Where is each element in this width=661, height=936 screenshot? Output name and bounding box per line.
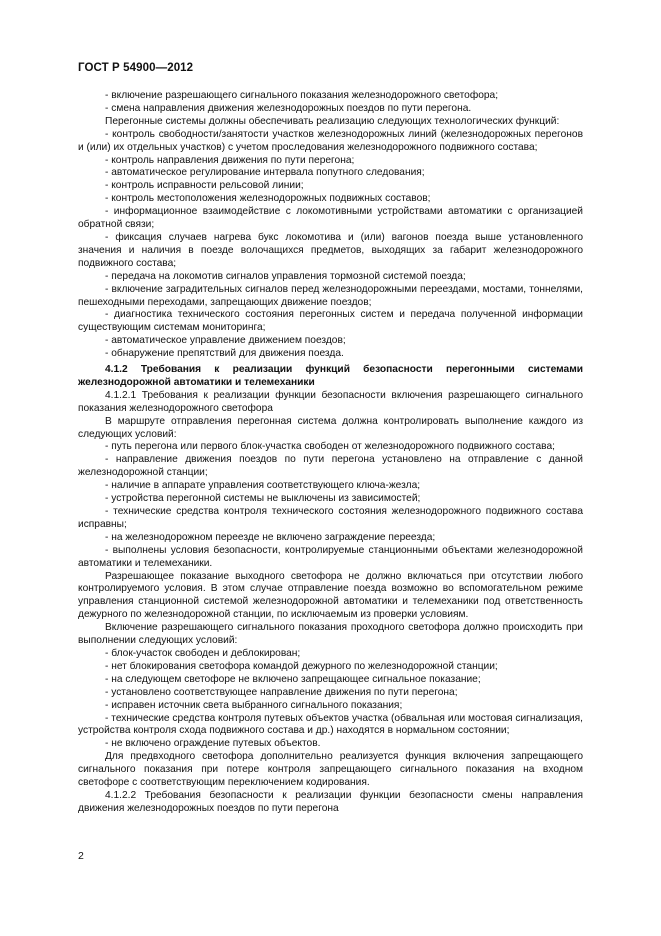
document-header: ГОСТ Р 54900—2012 bbox=[78, 62, 194, 74]
paragraph: - направление движения поездов по пути перегона установлено на отправление с данной железнодорожной станции; bbox=[78, 454, 583, 479]
paragraph: - наличие в аппарате управления соответствующего ключа-жезла; bbox=[105, 480, 421, 492]
paragraph: - на железнодорожном переезде не включено заграждение переезда; bbox=[105, 531, 436, 543]
paragraph: - автоматическое управление движением поездов; bbox=[105, 335, 346, 347]
paragraph: - блок-участок свободен и деблокирован; bbox=[105, 647, 301, 659]
paragraph: - выполнены условия безопасности, контролируемые станционными объектами железнодорожной автоматики и телемеханики. bbox=[78, 544, 583, 569]
paragraph: Разрешающее показание выходного светофора не должно включаться при отсутствии любого контролируемого условия. В этом случае отправление поезда возможно во вспомогательном режиме управления станционной системой железнодорожной автоматики и телемеханики под ответственность дежурного по железнодорожной станции, по исключаемым из проверки условиям. bbox=[78, 570, 583, 621]
paragraph: - контроль местоположения железнодорожных подвижных составов; bbox=[105, 193, 431, 205]
paragraph: Включение разрешающего сигнального показания проходного светофора должно происходить при выполнении следующих условий: bbox=[78, 622, 583, 647]
subsection-heading: 4.1.2.2 Требования безопасности к реализации функции безопасности смены направления движения железнодорожных поездов по пути перегона bbox=[78, 789, 583, 814]
paragraph: - контроль направления движения по пути перегона; bbox=[105, 154, 355, 166]
paragraph: - контроль свободности/занятости участков железнодорожных линий (железнодорожных перегонов и (или) их отдельных участков) с учетом проследования железнодорожного подвижного состава; bbox=[78, 128, 583, 153]
paragraph: - диагностика технического состояния перегонных систем и передача полученной информации существующим системам мониторинга; bbox=[78, 309, 583, 334]
paragraph: - информационное взаимодействие с локомотивными устройствами автоматики с организацией обратной связи; bbox=[78, 206, 583, 231]
document-body bbox=[78, 90, 583, 816]
paragraph: - обнаружение препятствий для движения поезда. bbox=[105, 348, 344, 360]
paragraph: В маршруте отправления перегонная система должна контролировать выполнение каждого из следующих условий: bbox=[78, 415, 583, 440]
paragraph: - включение заградительных сигналов перед железнодорожными переездами, мостами, тоннелями, пешеходными переходами, запрещающих движение поездов; bbox=[78, 283, 583, 308]
paragraph: - установлено соответствующее направление движения по пути перегона; bbox=[105, 686, 458, 698]
paragraph: - автоматическое регулирование интервала попутного следования; bbox=[105, 167, 425, 179]
paragraph: - исправен источник света выбранного сигнального показания; bbox=[105, 699, 403, 711]
paragraph: - путь перегона или первого блок-участка свободен от железнодорожного подвижного состава; bbox=[105, 441, 555, 453]
paragraph: - включение разрешающего сигнального показания железнодорожного светофора; bbox=[105, 90, 499, 101]
paragraph: - технические средства контроля путевых объектов участка (обвальная или мостовая сигнализация, устройства контроля схода подвижного состава и др.) находятся в нормальном состоянии; bbox=[78, 712, 583, 737]
paragraph: Перегонные системы должны обеспечивать реализацию следующих технологических функций: bbox=[105, 115, 560, 127]
subsection-heading: 4.1.2.1 Требования к реализации функции безопасности включения разрешающего сигнального показания железнодорожного светофора bbox=[78, 389, 583, 414]
paragraph: - нет блокирования светофора командой дежурного по железнодорожной станции; bbox=[105, 660, 498, 672]
paragraph: - контроль исправности рельсовой линии; bbox=[105, 180, 304, 192]
paragraph: - фиксация случаев нагрева букс локомотива и (или) вагонов поезда выше установленного значения и наличия в поезде волочащихся предметов, выходящих за габарит железнодорожного подвижного состава; bbox=[78, 231, 583, 269]
paragraph: - передача на локомотив сигналов управления тормозной системой поезда; bbox=[105, 270, 466, 282]
paragraph: - на следующем светофоре не включено запрещающее сигнальное показание; bbox=[105, 673, 481, 685]
paragraph: Для предвходного светофора дополнительно реализуется функция включения запрещающего сигнального показания при потере контроля запрещающего сигнального показания на входном светофоре с соответствующим переключением кодирования. bbox=[78, 751, 583, 789]
paragraph: - технические средства контроля технического состояния железнодорожного подвижного состава исправны; bbox=[78, 506, 583, 530]
paragraph: - не включено ограждение путевых объектов. bbox=[105, 738, 321, 750]
page-number: 2 bbox=[78, 850, 84, 862]
paragraph: - смена направления движения железнодорожных поездов по пути перегона. bbox=[105, 102, 472, 114]
section-heading: 4.1.2 Требования к реализации функций безопасности перегонными системами железнодорожной автоматики и телемеханики bbox=[78, 364, 583, 388]
paragraph: - устройства перегонной системы не выключены из зависимостей; bbox=[105, 493, 421, 505]
